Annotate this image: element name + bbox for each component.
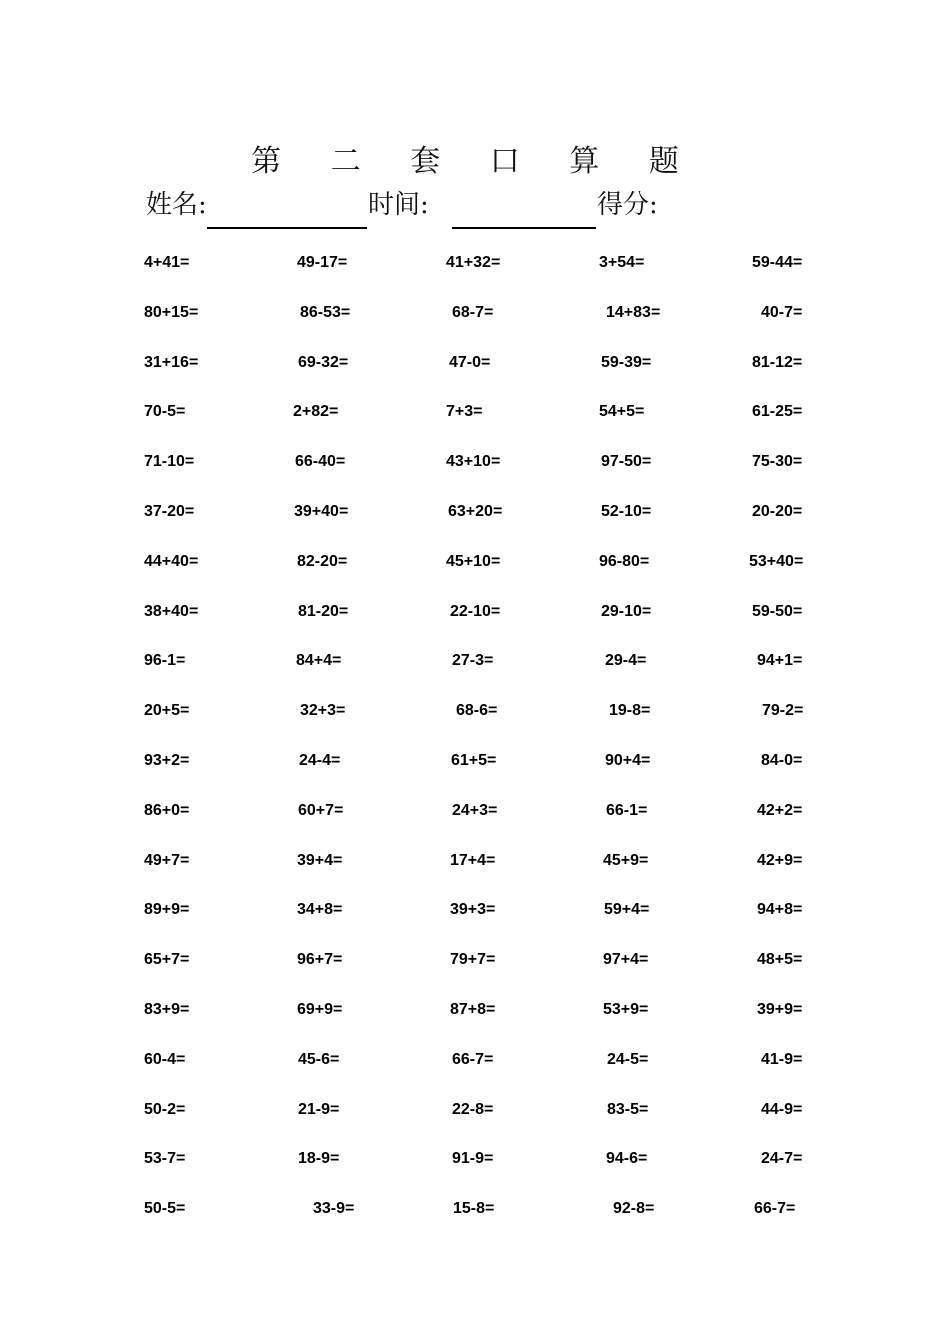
problem-item: 97-50=: [601, 453, 652, 470]
problem-item: 68-7=: [452, 304, 494, 321]
problem-item: 65+7=: [144, 951, 190, 968]
problem-item: 52-10=: [601, 503, 652, 520]
problem-item: 39+4=: [297, 852, 343, 869]
problem-item: 81-12=: [752, 354, 803, 371]
problem-item: 14+83=: [606, 304, 661, 321]
problem-item: 94+1=: [757, 652, 803, 669]
problem-item: 54+5=: [599, 403, 645, 420]
name-label: 姓名:: [146, 190, 207, 220]
problem-item: 4+41=: [144, 254, 190, 271]
problem-item: 83+9=: [144, 1001, 190, 1018]
problem-item: 29-10=: [601, 603, 652, 620]
problem-item: 91-9=: [452, 1150, 494, 1167]
problem-item: 49+7=: [144, 852, 190, 869]
problem-item: 24+3=: [452, 802, 498, 819]
page-title: 第 二 套 口 算 题: [251, 144, 699, 179]
problem-item: 39+40=: [294, 503, 349, 520]
problem-item: 38+40=: [144, 603, 199, 620]
problem-item: 40-7=: [761, 304, 803, 321]
problem-item: 84-0=: [761, 752, 803, 769]
problem-item: 20-20=: [752, 503, 803, 520]
problem-item: 81-20=: [298, 603, 349, 620]
problem-item: 79+7=: [450, 951, 496, 968]
score-label: 得分:: [597, 190, 658, 220]
problem-item: 61+5=: [451, 752, 497, 769]
problem-item: 39+9=: [757, 1001, 803, 1018]
problem-item: 84+4=: [296, 652, 342, 669]
problem-item: 27-3=: [452, 652, 494, 669]
problem-item: 19-8=: [609, 702, 651, 719]
problem-item: 97+4=: [603, 951, 649, 968]
problem-item: 59-44=: [752, 254, 803, 271]
problem-item: 75-30=: [752, 453, 803, 470]
problem-item: 7+3=: [446, 403, 483, 420]
problem-item: 79-2=: [762, 702, 804, 719]
problem-item: 43+10=: [446, 453, 501, 470]
problem-item: 48+5=: [757, 951, 803, 968]
problem-item: 94+8=: [757, 901, 803, 918]
problem-item: 60+7=: [298, 802, 344, 819]
problem-item: 15-8=: [453, 1200, 495, 1217]
problem-item: 66-7=: [754, 1200, 796, 1217]
problem-item: 44+40=: [144, 553, 199, 570]
problem-item: 90+4=: [605, 752, 651, 769]
problem-item: 68-6=: [456, 702, 498, 719]
problem-item: 69-32=: [298, 354, 349, 371]
problem-item: 59-50=: [752, 603, 803, 620]
problem-item: 17+4=: [450, 852, 496, 869]
problem-item: 32+3=: [300, 702, 346, 719]
problem-item: 63+20=: [448, 503, 503, 520]
problem-item: 66-7=: [452, 1051, 494, 1068]
problem-item: 53+40=: [749, 553, 804, 570]
problem-item: 37-20=: [144, 503, 195, 520]
problem-item: 22-10=: [450, 603, 501, 620]
problem-item: 24-7=: [761, 1150, 803, 1167]
problem-item: 61-25=: [752, 403, 803, 420]
problem-item: 24-5=: [607, 1051, 649, 1068]
problem-item: 89+9=: [144, 901, 190, 918]
problem-item: 44-9=: [761, 1101, 803, 1118]
problem-item: 33-9=: [313, 1200, 355, 1217]
problem-item: 41-9=: [761, 1051, 803, 1068]
problem-item: 87+8=: [450, 1001, 496, 1018]
problem-item: 31+16=: [144, 354, 199, 371]
problem-item: 93+2=: [144, 752, 190, 769]
problem-item: 20+5=: [144, 702, 190, 719]
problem-item: 96-80=: [599, 553, 650, 570]
problem-item: 24-4=: [299, 752, 341, 769]
problem-item: 2+82=: [293, 403, 339, 420]
problem-item: 22-8=: [452, 1101, 494, 1118]
problem-item: 18-9=: [298, 1150, 340, 1167]
problem-item: 80+15=: [144, 304, 199, 321]
problem-item: 50-2=: [144, 1101, 186, 1118]
problem-item: 39+3=: [450, 901, 496, 918]
problem-item: 34+8=: [297, 901, 343, 918]
problem-item: 86+0=: [144, 802, 190, 819]
problem-item: 42+9=: [757, 852, 803, 869]
problem-item: 66-1=: [606, 802, 648, 819]
problem-item: 69+9=: [297, 1001, 343, 1018]
problem-item: 47-0=: [449, 354, 491, 371]
problem-item: 45+9=: [603, 852, 649, 869]
problem-item: 96-1=: [144, 652, 186, 669]
problem-item: 70-5=: [144, 403, 186, 420]
problem-item: 92-8=: [613, 1200, 655, 1217]
problem-item: 3+54=: [599, 254, 645, 271]
problem-item: 96+7=: [297, 951, 343, 968]
problem-item: 53+9=: [603, 1001, 649, 1018]
problem-item: 83-5=: [607, 1101, 649, 1118]
problem-item: 86-53=: [300, 304, 351, 321]
problem-item: 29-4=: [605, 652, 647, 669]
time-label: 时间:: [368, 190, 429, 220]
problem-item: 53-7=: [144, 1150, 186, 1167]
problem-item: 41+32=: [446, 254, 501, 271]
problem-item: 71-10=: [144, 453, 195, 470]
problem-item: 82-20=: [297, 553, 348, 570]
problem-item: 21-9=: [298, 1101, 340, 1118]
problem-item: 45-6=: [298, 1051, 340, 1068]
problem-item: 94-6=: [606, 1150, 648, 1167]
problem-item: 50-5=: [144, 1200, 186, 1217]
problem-item: 59-39=: [601, 354, 652, 371]
problem-item: 49-17=: [297, 254, 348, 271]
problem-item: 45+10=: [446, 553, 501, 570]
problem-item: 66-40=: [295, 453, 346, 470]
problem-item: 42+2=: [757, 802, 803, 819]
problem-item: 59+4=: [604, 901, 650, 918]
problem-item: 60-4=: [144, 1051, 186, 1068]
